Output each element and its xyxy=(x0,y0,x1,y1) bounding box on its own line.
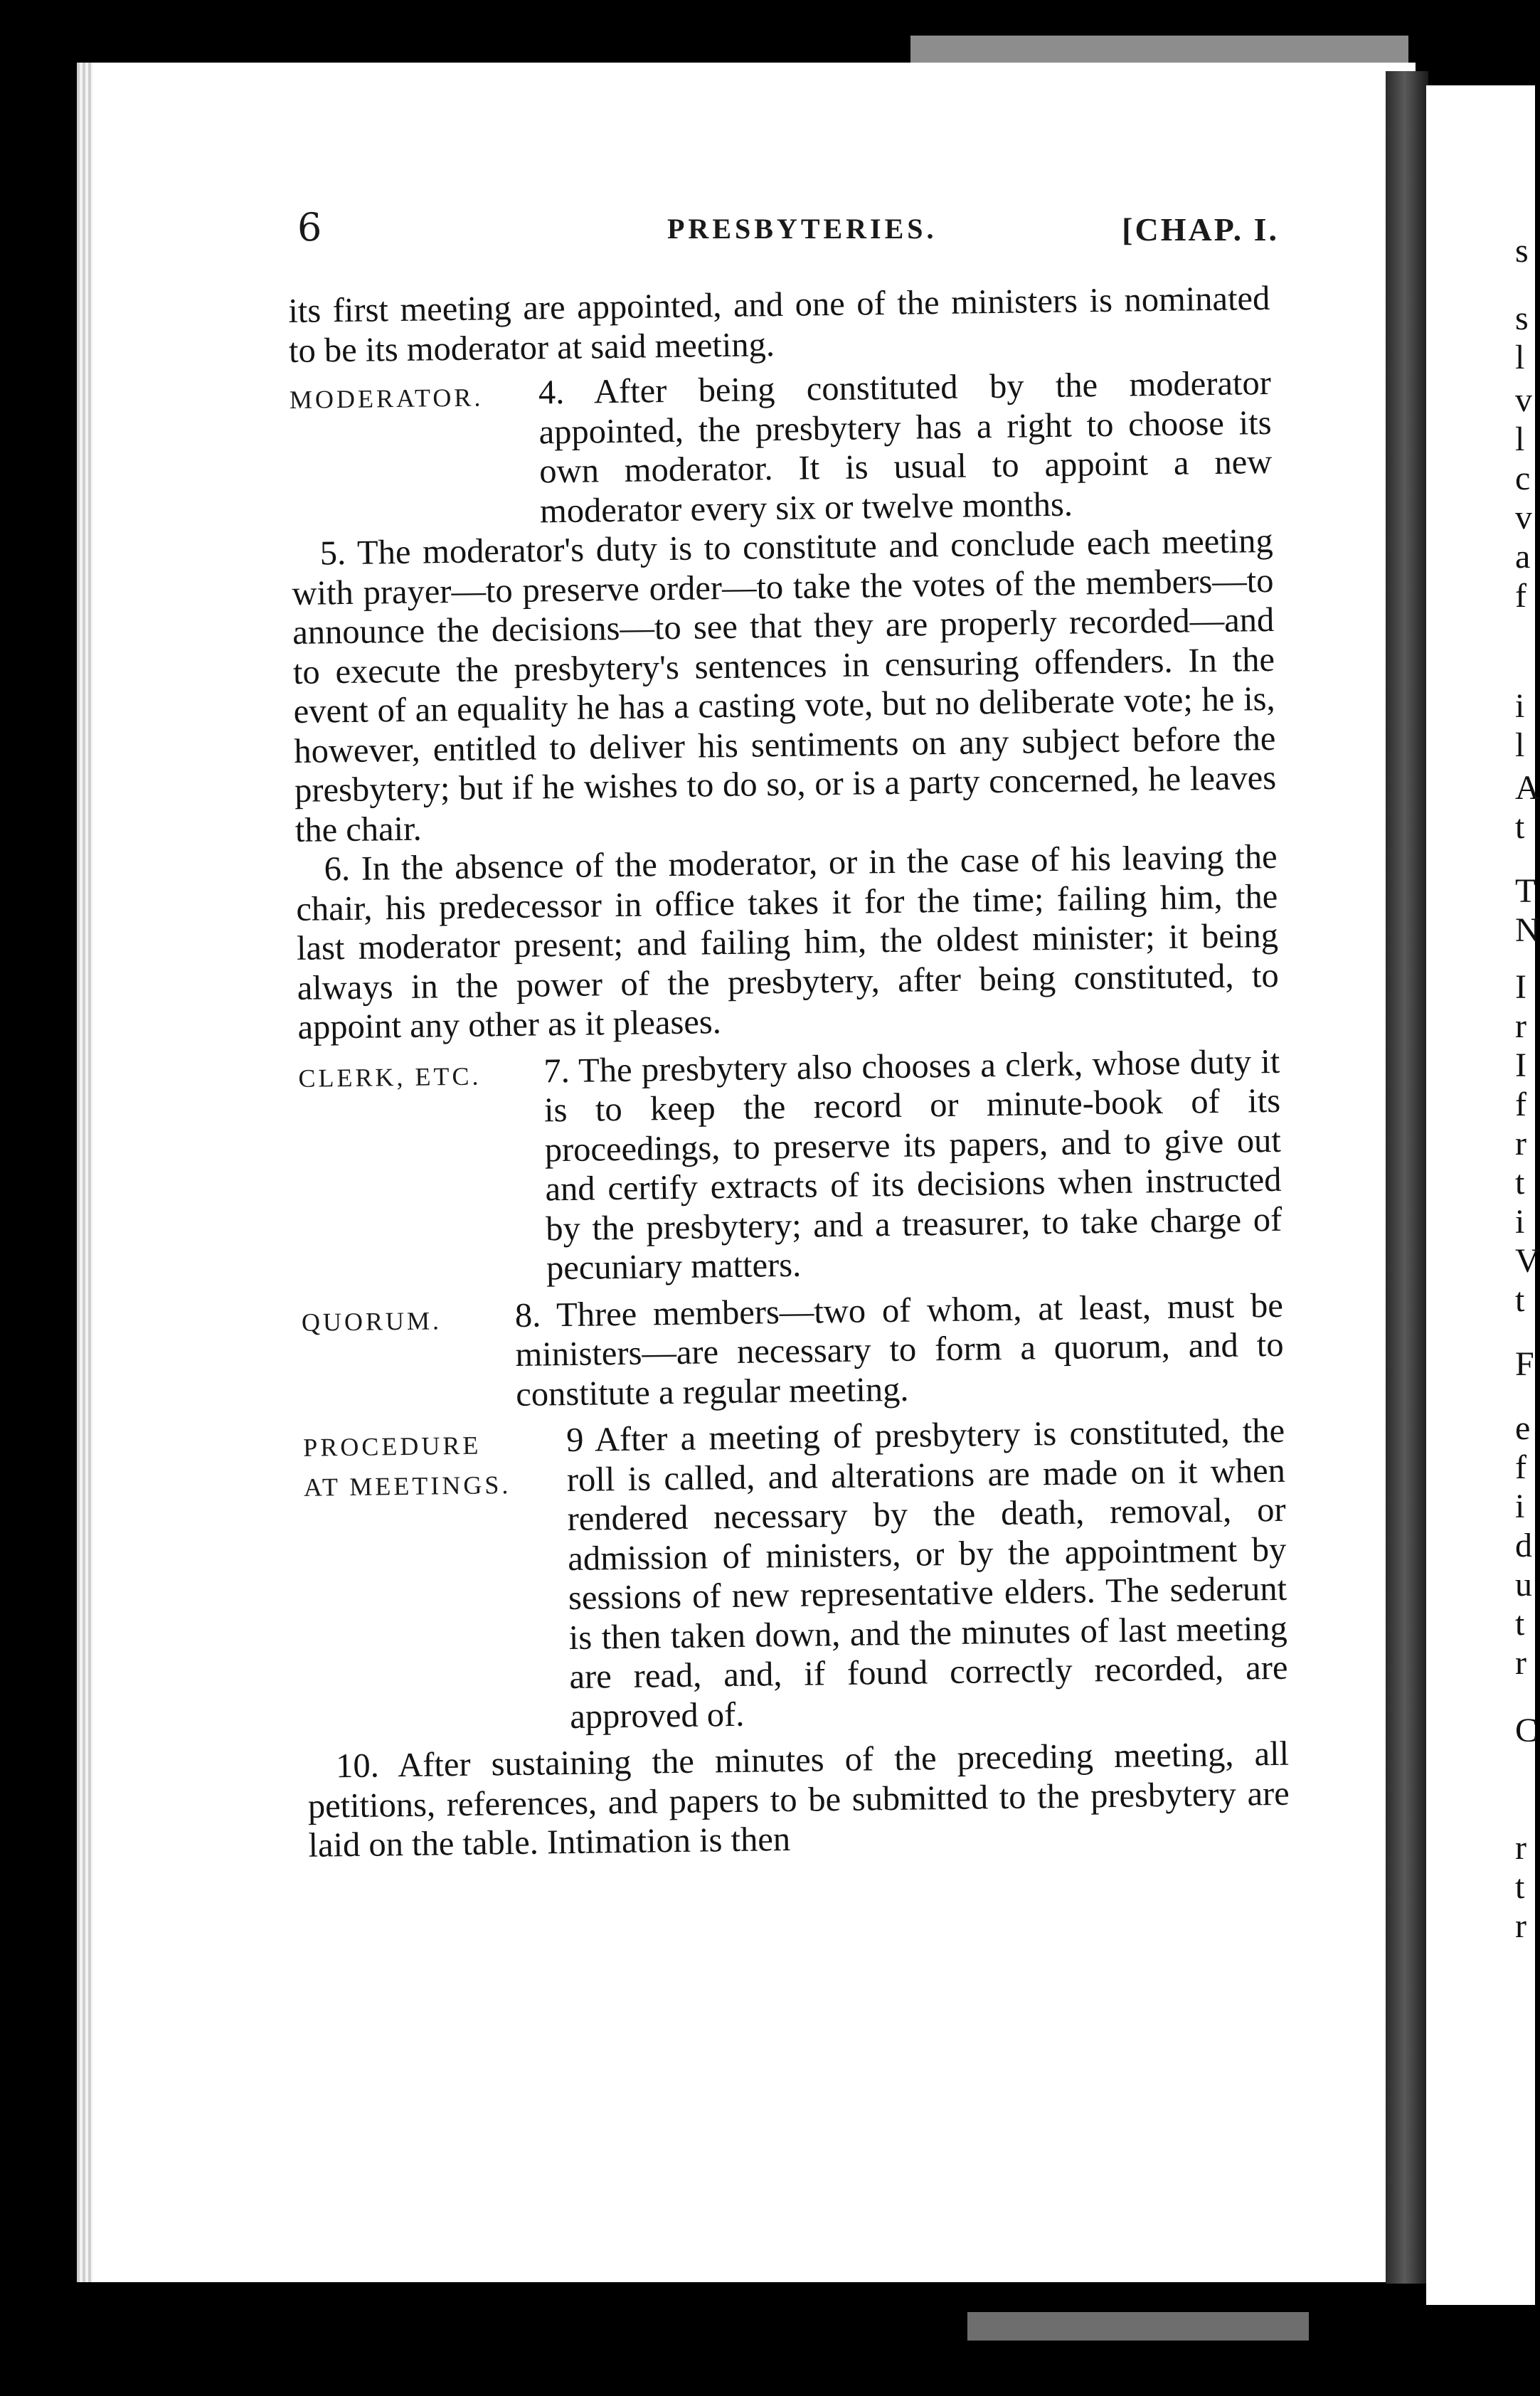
section-6-text: 6. In the absence of the moderator, or in the case of his leaving the chair, his predecessor in office takes it for the time; failing him, the last moderator present; and failing him, the oldest minister; it being always in the power of the presbytery, after being constituted, to appoint any other as it pleases. xyxy=(296,837,1280,1046)
page-body xyxy=(288,279,1290,1865)
section-8 xyxy=(302,1286,1285,1417)
facing-letter: r xyxy=(1515,1007,1526,1045)
facing-letter: f xyxy=(1515,577,1526,615)
section-9 xyxy=(303,1411,1289,1740)
scan-bottom-edge xyxy=(967,2312,1309,2341)
section-9-text: 9 After a meeting of presbytery is constituted, the roll is called, and alterations are made on it when rendered necessary by the death, removal, or admission of ministers, or by the appointment by sessions of new representative elders. The sederunt is then taken down, and the minutes of last meeting are read, and, if found correctly recorded, are approved of. xyxy=(565,1411,1288,1736)
facing-letter: u xyxy=(1515,1566,1532,1603)
section-10-text: 10. After sustaining the minutes of the preceding meeting, all petitions, references, and papers to be submitted to the presbytery are laid on the table. Intimation is then xyxy=(307,1734,1290,1865)
facing-letter: r xyxy=(1515,1829,1526,1867)
section-4 xyxy=(290,364,1273,534)
facing-letter: V xyxy=(1515,1242,1540,1280)
facing-letter: l xyxy=(1515,726,1525,764)
facing-letter: F xyxy=(1515,1345,1534,1383)
opening-paragraph: its first meeting are appointed, and one of the ministers is nominated to be its moderator at said meeting. xyxy=(288,279,1270,370)
facing-letter: e xyxy=(1515,1409,1531,1447)
facing-letter: A xyxy=(1515,769,1540,807)
facing-letter: f xyxy=(1515,1086,1526,1123)
section-5-text: 5. The moderator's duty is to constitute and conclude each meeting with prayer—to preserve order—to take the votes of the members—to announce the decisions—to see that they are properly recorded—and to execute the presbytery's sentences in censuring offenders. In the event of an equality he has a casting vote, but no deliberate vote; he is, however, entitled to deliver his sentiments on any subject before the presbytery; but if he wishes to do so, or is a party concerned, he leaves the chair. xyxy=(292,521,1277,849)
facing-letter: t xyxy=(1515,808,1525,846)
facing-letter: i xyxy=(1515,1488,1525,1525)
facing-letter: t xyxy=(1515,1164,1525,1202)
facing-letter: a xyxy=(1515,538,1531,576)
facing-letter: i xyxy=(1515,687,1525,725)
facing-letter: v xyxy=(1515,499,1532,536)
sidenote-procedure-line1: PROCEDURE xyxy=(303,1431,482,1462)
facing-letter: T xyxy=(1515,872,1536,910)
facing-letter: r xyxy=(1515,1125,1526,1162)
facing-letter: l xyxy=(1515,420,1525,458)
facing-letter: i xyxy=(1515,1203,1525,1241)
section-4-text: 4. After being constituted by the moderator appointed, the presbytery has a right to choose its own moderator. It is usual to appoint a new moderator every six or twelve months. xyxy=(538,364,1273,530)
facing-letter: t xyxy=(1515,1868,1525,1906)
sidenote-moderator: MODERATOR. xyxy=(289,383,484,414)
facing-letter: C xyxy=(1515,1712,1539,1749)
facing-letter: t xyxy=(1515,1605,1525,1643)
chapter-reference: [CHAP. I. xyxy=(1122,211,1279,248)
running-head xyxy=(297,205,1279,262)
book-gutter xyxy=(1386,71,1428,2284)
running-title: PRESBYTERIES. xyxy=(667,213,938,245)
facing-letter: r xyxy=(1515,1644,1526,1682)
page-number: 6 xyxy=(297,205,322,250)
facing-letter: r xyxy=(1515,1907,1526,1945)
facing-letter: v xyxy=(1515,381,1532,419)
facing-letter: s xyxy=(1515,232,1529,270)
facing-letter: c xyxy=(1515,460,1531,497)
facing-letter: d xyxy=(1515,1527,1532,1564)
sidenote-procedure xyxy=(303,1421,567,1507)
facing-letter: N xyxy=(1515,911,1540,949)
sidenote-procedure-line2: AT MEETINGS. xyxy=(303,1470,511,1502)
facing-letter: s xyxy=(1515,300,1529,337)
section-7-text: 7. The presbytery also chooses a clerk, whose duty it is to keep the record or minute-book of its proceedings, to preserve its papers, and to give out and certify extracts of its decisions when instructed by the presbytery; and a treasurer, to take charge of pecuniary matters. xyxy=(543,1042,1283,1288)
facing-letter: f xyxy=(1515,1448,1526,1486)
facing-letter: t xyxy=(1515,1281,1525,1319)
sidenote-quorum: QUORUM. xyxy=(301,1305,442,1337)
section-8-text: 8. Three members—two of whom, at least, must be ministers—are necessary to form a quorum, and to constitute a regular meeting. xyxy=(514,1286,1284,1414)
facing-letter: I xyxy=(1515,968,1526,1006)
facing-letter: I xyxy=(1515,1046,1526,1084)
sidenote-clerk: CLERK, ETC. xyxy=(298,1061,482,1093)
facing-letter: l xyxy=(1515,339,1525,376)
section-7 xyxy=(298,1041,1283,1291)
